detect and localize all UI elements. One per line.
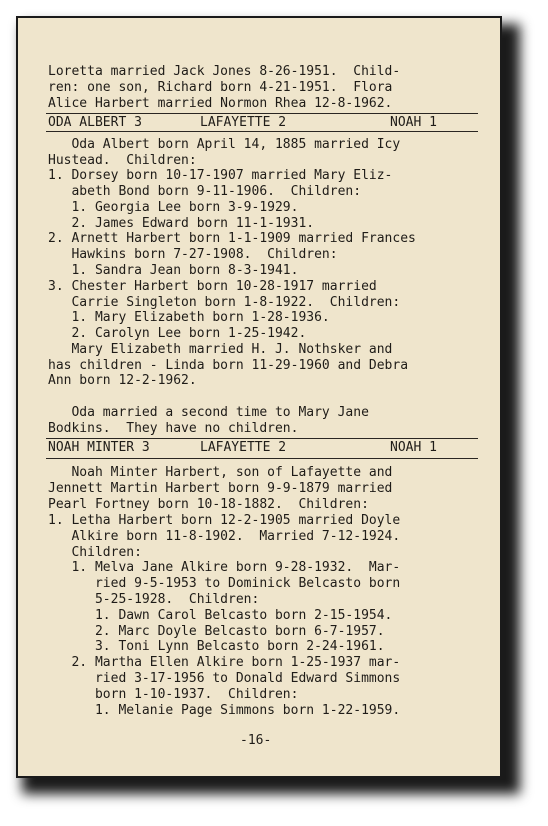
text-line: 3. Chester Harbert born 10-28-1917 married bbox=[48, 279, 377, 294]
text-line: Mary Elizabeth married H. J. Nothsker and bbox=[48, 342, 393, 357]
text-line: abeth Bond born 9-11-1906. Children: bbox=[48, 184, 362, 199]
header-rule-bottom bbox=[46, 131, 478, 132]
text-line: 1. Mary Elizabeth born 1-28-1936. bbox=[48, 310, 330, 325]
text-line: 1. Melva Jane Alkire born 9-28-1932. Mar- bbox=[48, 560, 401, 575]
text-line: 2. James Edward born 11-1-1931. bbox=[48, 216, 315, 231]
text-line: Noah Minter Harbert, son of Lafayette and bbox=[48, 465, 393, 480]
text-line: Loretta married Jack Jones 8-26-1951. Child- bbox=[48, 64, 401, 79]
text-line: 2. Martha Ellen Alkire born 1-25-1937 mar- bbox=[48, 655, 401, 670]
text-line: Ann born 12-2-1962. bbox=[48, 373, 197, 388]
header-rule-bottom bbox=[46, 458, 478, 459]
text-line: 2. Carolyn Lee born 1-25-1942. bbox=[48, 326, 307, 341]
text-line: 2. Marc Doyle Belcasto born 6-7-1957. bbox=[48, 624, 385, 639]
text-line: Alkire born 11-8-1902. Married 7-12-1924. bbox=[48, 529, 401, 544]
text-line: 1. Melanie Page Simmons born 1-22-1959. bbox=[48, 703, 401, 718]
text-line: 3. Toni Lynn Belcasto born 2-24-1961. bbox=[48, 639, 385, 654]
text-line: 1. Sandra Jean born 8-3-1941. bbox=[48, 263, 299, 278]
text-line: 2. Arnett Harbert born 1-1-1909 married Frances bbox=[48, 231, 416, 246]
section-header-left: ODA ALBERT 3 bbox=[48, 115, 142, 130]
text-line: has children - Linda born 11-29-1960 and Debra bbox=[48, 358, 409, 373]
text-line: 5-25-1928. Children: bbox=[48, 592, 260, 607]
text-line: ried 9-5-1953 to Dominick Belcasto born bbox=[48, 576, 401, 591]
document-page bbox=[16, 16, 502, 778]
text-line: Hustead. Children: bbox=[48, 153, 197, 168]
text-line: Jennett Martin Harbert born 9-9-1879 married bbox=[48, 481, 393, 496]
text-line: born 1-10-1937. Children: bbox=[48, 687, 299, 702]
text-line: Hawkins born 7-27-1908. Children: bbox=[48, 247, 338, 262]
text-line: Bodkins. They have no children. bbox=[48, 421, 299, 436]
header-rule-top bbox=[46, 438, 478, 439]
text-line: Oda married a second time to Mary Jane bbox=[48, 405, 369, 420]
text-line: Carrie Singleton born 1-8-1922. Children: bbox=[48, 295, 401, 310]
text-line: Oda Albert born April 14, 1885 married Icy bbox=[48, 137, 401, 152]
page-number: -16- bbox=[240, 733, 272, 748]
header-rule-top bbox=[46, 113, 478, 114]
section-header-right: NOAH 1 bbox=[390, 115, 437, 130]
text-line: Children: bbox=[48, 545, 142, 560]
section-header-right: NOAH 1 bbox=[390, 440, 437, 455]
section-header-left: NOAH MINTER 3 bbox=[48, 440, 150, 455]
section-header-center: LAFAYETTE 2 bbox=[200, 115, 287, 130]
text-line: 1. Dorsey born 10-17-1907 married Mary Eliz- bbox=[48, 168, 393, 183]
text-line: 1. Georgia Lee born 3-9-1929. bbox=[48, 200, 299, 215]
text-line: 1. Dawn Carol Belcasto born 2-15-1954. bbox=[48, 608, 393, 623]
text-line: 1. Letha Harbert born 12-2-1905 married Doyle bbox=[48, 513, 401, 528]
text-line: Pearl Fortney born 10-18-1882. Children: bbox=[48, 497, 369, 512]
text-line: Alice Harbert married Normon Rhea 12-8-1962. bbox=[48, 96, 393, 111]
text-line: ren: one son, Richard born 4-21-1951. Flora bbox=[48, 80, 393, 95]
section-header-center: LAFAYETTE 2 bbox=[200, 440, 287, 455]
text-line: ried 3-17-1956 to Donald Edward Simmons bbox=[48, 671, 401, 686]
